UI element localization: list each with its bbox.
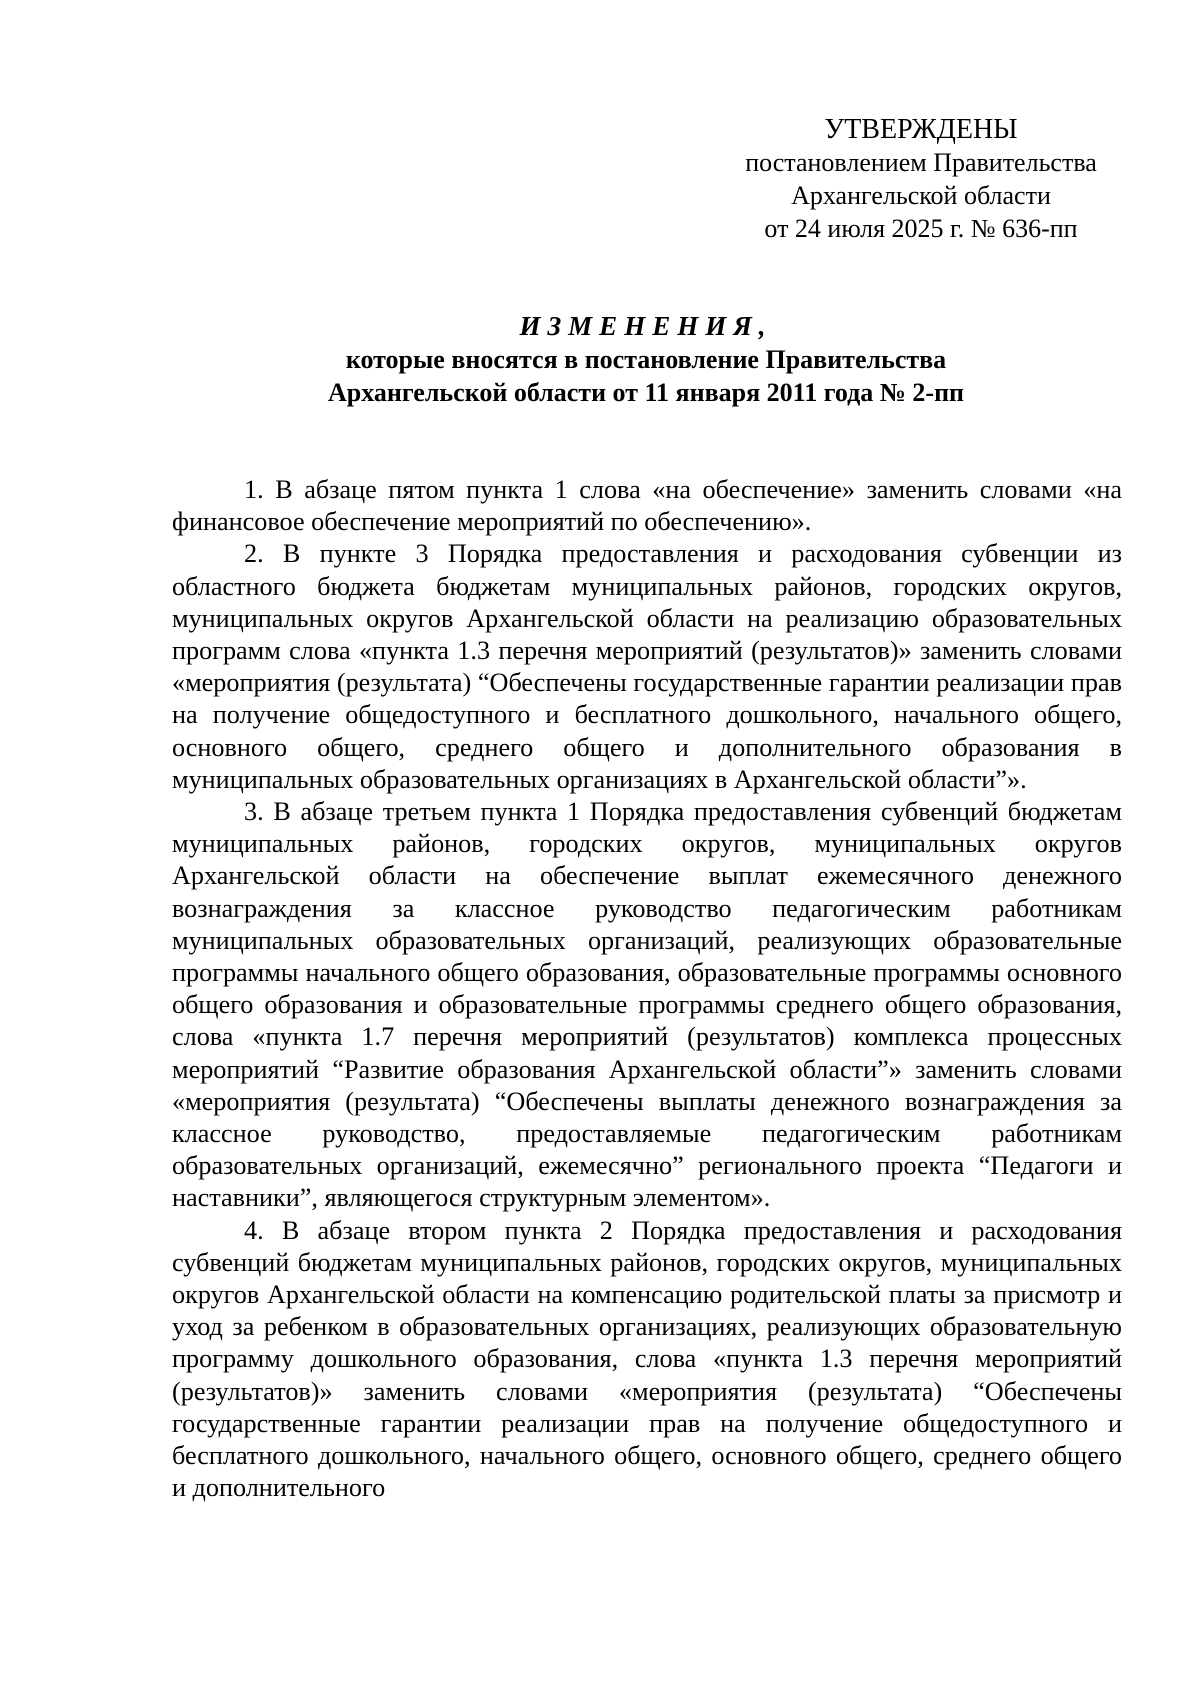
approval-line-3: от 24 июля 2025 г. № 636-пп	[764, 214, 1078, 243]
approval-title: УТВЕРЖДЕНЫ	[824, 114, 1018, 145]
approval-line-1: постановлением Правительства	[745, 148, 1097, 177]
heading-line-1: которые вносятся в постановление Правительства	[345, 345, 947, 374]
approval-stamp	[720, 113, 1122, 245]
document-body	[172, 474, 1122, 1505]
paragraph-2: 2. В пункте 3 Порядка предоставления и расходования субвенции из областного бюджета бюджетам муниципальных районов, городских округов, муниципальных округов Архангельской области на реализацию образовательных программ слова «пункта 1.3 перечня мероприятий (результатов)» заменить словами «мероприятия (результата) “Обеспечены государственные гарантии реализации прав на получение общедоступного и бесплатного дошкольного, начального общего, основного общего, среднего общего и дополнительного образования в муниципальных образовательных организациях в Архангельской области”».	[172, 539, 1122, 794]
paragraph-3: 3. В абзаце третьем пункта 1 Порядка предоставления субвенций бюджетам муниципальных районов, городских округов, муниципальных округов Архангельской области на обеспечение выплат ежемесячного денежного вознаграждения за классное руководство педагогическим работникам муниципальных образовательных организаций, реализующих образовательные программы начального общего образования, образовательные программы основного общего образования и образовательные программы среднего общего образования, слова «пункта 1.7 перечня мероприятий (результатов) комплекса процессных мероприятий “Развитие образования Архангельской области”» заменить словами «мероприятия (результата) “Обеспечены выплаты денежного вознаграждения за классное руководство, предоставляемые педагогическим работникам образовательных организаций, ежемесячно” регионального проекта “Педагоги и наставники”, являющегося структурным элементом».	[172, 797, 1122, 1213]
document-heading	[170, 310, 1122, 409]
paragraph-1: 1. В абзаце пятом пункта 1 слова «на обеспечение» заменить словами «на финансовое обеспечение мероприятий по обеспечению».	[172, 475, 1122, 537]
paragraph-4: 4. В абзаце втором пункта 2 Порядка предоставления и расходования субвенций бюджетам муниципальных районов, городских округов, муниципальных округов Архангельской области на компенсацию родительской платы за присмотр и уход за ребенком в образовательных организациях, реализующих образовательную программу дошкольного образования, слова «пункта 1.3 перечня мероприятий (результатов)» заменить словами «мероприятия (результата) “Обеспечены государственные гарантии реализации прав на получение общедоступного и бесплатного дошкольного, начального общего, основного общего, среднего общего и дополнительного	[172, 1215, 1122, 1503]
approval-line-2: Архангельской области	[791, 181, 1051, 210]
heading-title: ИЗМЕНЕНИЯ,	[519, 311, 773, 341]
heading-line-2: Архангельской области от 11 января 2011 года № 2-пп	[327, 378, 965, 407]
